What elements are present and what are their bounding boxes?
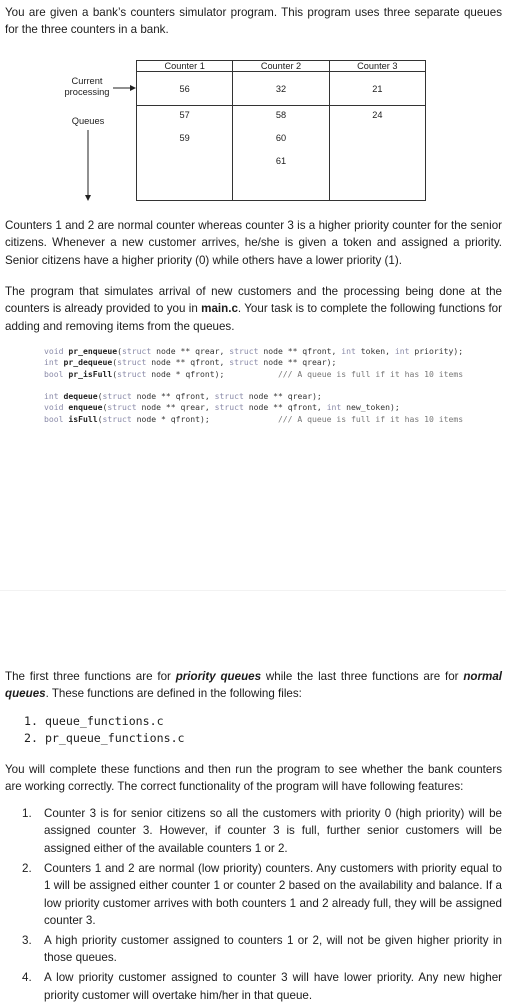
normal-queue-prototypes: [44, 391, 463, 425]
counter1-queue-item: 57: [179, 110, 190, 120]
counter2-current: 32: [275, 84, 287, 94]
counter2-column: [233, 72, 329, 201]
feature-number: 1.: [22, 807, 32, 820]
page-break: [0, 590, 506, 591]
function-types-text: The first three functions are for: [5, 670, 176, 683]
function-types-paragraph: [5, 668, 502, 703]
feature-number: 2.: [22, 861, 32, 875]
source-file-item: 1. queue_functions.c: [24, 714, 164, 728]
counter2-divider: [233, 105, 328, 106]
main-file-name: main.c: [201, 302, 238, 316]
task-text-after: . Your task is to complete the following functions for adding and removing items from the queues.: [5, 302, 502, 333]
counter3-queue-item: 24: [372, 110, 383, 120]
feature-number: 4.: [22, 971, 32, 985]
counter2-queue-item: 61: [275, 156, 287, 166]
code-line: int dequeue(struct node ** qfront, struct node ** qrear);: [44, 391, 322, 401]
counter2-header: Counter 2: [233, 61, 329, 72]
feature-item: [22, 969, 502, 1004]
code-line: void pr_enqueue(struct node ** qrear, struct node ** qfront, int token, int priority);: [44, 346, 464, 356]
priority-queue-prototypes: [44, 346, 463, 380]
intro-paragraph: You are given a bank’s counters simulator program. This program uses three separate queues for the three counters in a bank.: [5, 6, 502, 37]
feature-text: Counters 1 and 2 are normal (low priority) counters. Any customers with priority equal to 1 will be assigned either counter 1 or counter 2 based on the availability and balance. If a low priority customer arrives with both counters 1 and 2 already full, they will be assigned counter 3.: [44, 861, 502, 928]
source-files-list: [24, 713, 185, 748]
code-line: bool isFull(struct node * qfront); /// A queue is full if it has 10 items: [44, 413, 464, 424]
counter2-queue-item: 60: [275, 133, 287, 143]
feature-item: [22, 805, 502, 857]
counter1-queue-item: 59: [179, 133, 190, 143]
feature-number: 3.: [22, 934, 32, 948]
features-list: [22, 805, 502, 1007]
counter1-header: Counter 1: [137, 61, 233, 72]
arrow-queue-head: [85, 195, 91, 201]
counter2-queue-item: 58: [275, 110, 287, 120]
counters-table: [136, 60, 426, 201]
feature-item: [22, 932, 502, 967]
instructions-paragraph: You will complete these functions and then run the program to see whether the bank counters are working correctly. The correct functionality of the program will have following features:: [5, 763, 502, 794]
normal-queues-emphasis: normal queues: [5, 670, 502, 701]
function-types-text: . These functions are defined in the following files:: [45, 687, 302, 701]
task-text-before: The program that simulates arrival of new customers and the processing being done at the counters is already provided to you in: [5, 285, 502, 316]
current-processing-label: Current processing: [64, 76, 110, 97]
feature-item: [22, 860, 502, 930]
queues-label: Queues: [71, 116, 105, 126]
feature-text: Counter 3 is for senior citizens so all the customers with priority 0 (high priority) will be assigned counter 3. However, if counter 3 is full, further senior customers will be assigned either of the available counters 1 or 2.: [44, 807, 502, 855]
feature-text: A high priority customer assigned to counters 1 or 2, will not be given higher priority in those queues.: [44, 934, 502, 965]
code-line: void enqueue(struct node ** qrear, struct node ** qfront, int new_token);: [44, 402, 400, 413]
counter1-divider: [137, 105, 232, 106]
counter3-header: Counter 3: [329, 61, 425, 72]
code-line: int pr_dequeue(struct node ** qfront, struct node ** qrear);: [44, 357, 337, 368]
counter1-current: 56: [179, 84, 190, 94]
feature-text: A low priority customer assigned to counter 3 will have lower priority. Any new higher priority customer will overtake him/her in that queue.: [44, 971, 502, 1002]
priority-queues-emphasis: priority queues: [175, 670, 262, 683]
task-paragraph: [5, 283, 502, 335]
priority-description-paragraph: Counters 1 and 2 are normal counter whereas counter 3 is a higher priority counter for the senior citizens. Whenever a new customer arrives, he/she is given a token and assigned a priority. Senior citizens have a higher priority (0) while others have a lower priority (1).: [5, 219, 502, 267]
counter3-current: 21: [372, 84, 383, 94]
counter1-column: [137, 72, 233, 201]
function-types-text: while the last three functions are for: [261, 670, 464, 683]
code-line: bool pr_isFull(struct node * qfront); /// A queue is full if it has 10 items: [44, 368, 464, 379]
source-file-item: 2. pr_queue_functions.c: [24, 731, 185, 746]
counter3-column: [329, 72, 425, 201]
counter3-divider: [330, 105, 425, 106]
